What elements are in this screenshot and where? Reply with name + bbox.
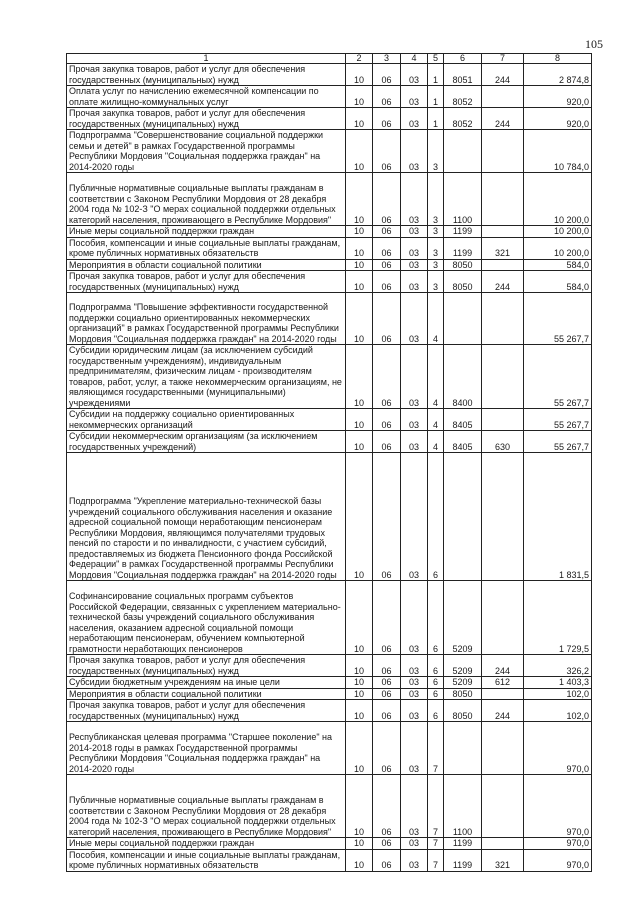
row-target-cell: 03 xyxy=(401,688,428,700)
row-expense-type-cell xyxy=(482,226,524,238)
row-subsection-cell: 06 xyxy=(373,700,401,722)
table-row xyxy=(67,259,592,271)
row-subsection-cell: 06 xyxy=(373,130,401,173)
row-expense-type-cell xyxy=(482,293,524,345)
row-target-cell: 03 xyxy=(401,581,428,655)
row-amount-cell: 10 200,0 xyxy=(524,237,592,259)
row-direction-cell: 1 xyxy=(428,86,444,108)
row-direction-cell: 4 xyxy=(428,345,444,409)
table-row xyxy=(67,655,592,677)
row-amount-cell: 970,0 xyxy=(524,849,592,871)
row-article-cell: 1100 xyxy=(444,775,482,838)
row-article-cell xyxy=(444,293,482,345)
row-expense-type-cell: 321 xyxy=(482,849,524,871)
row-expense-type-cell: 244 xyxy=(482,64,524,86)
row-name-cell: Прочая закупка товаров, работ и услуг для обеспечения государственных (муниципальных) нужд xyxy=(67,64,346,86)
row-amount-cell: 326,2 xyxy=(524,655,592,677)
table-row xyxy=(67,293,592,345)
row-name-cell: Публичные нормативные социальные выплаты гражданам в соответствии с Законом Республики Мордовия от 28 декабря 2004 года № 102-З "О мерах социальной поддержки отдельных категорий населения, проживающего в Республике Мордовия" xyxy=(67,775,346,838)
row-name-cell: Прочая закупка товаров, работ и услуг для обеспечения государственных (муниципальных) нужд xyxy=(67,655,346,677)
row-name-cell: Подпрограмма "Совершенствование социальной поддержки семьи и детей" в рамках Государственной программы Республики Мордовия "Социальная поддержка граждан" на 2014-2020 годы xyxy=(67,130,346,173)
row-direction-cell: 1 xyxy=(428,108,444,130)
row-article-cell: 8050 xyxy=(444,271,482,293)
row-direction-cell: 4 xyxy=(428,431,444,453)
row-expense-type-cell xyxy=(482,173,524,226)
row-subsection-cell: 06 xyxy=(373,431,401,453)
row-section-cell: 10 xyxy=(346,775,373,838)
table-row xyxy=(67,86,592,108)
row-subsection-cell: 06 xyxy=(373,237,401,259)
row-expense-type-cell xyxy=(482,688,524,700)
header-cell-expense-type: 7 xyxy=(482,54,524,64)
row-expense-type-cell: 612 xyxy=(482,677,524,689)
row-target-cell: 03 xyxy=(401,849,428,871)
table-row xyxy=(67,688,592,700)
row-name-cell: Оплата услуг по начислению ежемесячной компенсации по оплате жилищно-коммунальных услуг xyxy=(67,86,346,108)
row-expense-type-cell xyxy=(482,86,524,108)
header-cell-target: 4 xyxy=(401,54,428,64)
row-direction-cell: 3 xyxy=(428,259,444,271)
row-article-cell xyxy=(444,722,482,775)
row-subsection-cell: 06 xyxy=(373,293,401,345)
row-article-cell xyxy=(444,130,482,173)
row-name-cell: Иные меры социальной поддержки граждан xyxy=(67,838,346,850)
row-name-cell: Софинансирование социальных программ субъектов Российской Федерации, связанных с укреплением материально-технической базы учреждений социального обслуживания населения, оказанием адресной социальной помощи неработающим пенсионерам, обучением компьютерной грамотности неработающих пенсионеров xyxy=(67,581,346,655)
row-direction-cell: 4 xyxy=(428,293,444,345)
row-section-cell: 10 xyxy=(346,688,373,700)
table-row xyxy=(67,271,592,293)
row-section-cell: 10 xyxy=(346,655,373,677)
row-subsection-cell: 06 xyxy=(373,271,401,293)
row-section-cell: 10 xyxy=(346,581,373,655)
row-subsection-cell: 06 xyxy=(373,849,401,871)
row-expense-type-cell xyxy=(482,345,524,409)
row-expense-type-cell: 244 xyxy=(482,700,524,722)
table-row xyxy=(67,64,592,86)
row-subsection-cell: 06 xyxy=(373,345,401,409)
table-row xyxy=(67,677,592,689)
row-target-cell: 03 xyxy=(401,722,428,775)
row-section-cell: 10 xyxy=(346,431,373,453)
table-row xyxy=(67,700,592,722)
row-subsection-cell: 06 xyxy=(373,581,401,655)
row-article-cell xyxy=(444,453,482,581)
row-direction-cell: 6 xyxy=(428,677,444,689)
row-target-cell: 03 xyxy=(401,108,428,130)
row-expense-type-cell xyxy=(482,409,524,431)
row-name-cell: Субсидии бюджетным учреждениям на иные цели xyxy=(67,677,346,689)
row-name-cell: Субсидии некоммерческим организациям (за исключением государственных учреждений) xyxy=(67,431,346,453)
row-name-cell: Республиканская целевая программа "Старшее поколение" на 2014-2018 годы в рамках Государственной программы Республики Мордовия "Социальная поддержка граждан" на 2014-2020 годы xyxy=(67,722,346,775)
table-row xyxy=(67,431,592,453)
row-amount-cell: 10 200,0 xyxy=(524,173,592,226)
row-target-cell: 03 xyxy=(401,655,428,677)
row-name-cell: Прочая закупка товаров, работ и услуг для обеспечения государственных (муниципальных) нужд xyxy=(67,108,346,130)
table-row xyxy=(67,849,592,871)
row-subsection-cell: 06 xyxy=(373,86,401,108)
row-expense-type-cell xyxy=(482,722,524,775)
row-amount-cell: 970,0 xyxy=(524,838,592,850)
row-expense-type-cell: 321 xyxy=(482,237,524,259)
row-subsection-cell: 06 xyxy=(373,722,401,775)
row-target-cell: 03 xyxy=(401,130,428,173)
row-expense-type-cell: 630 xyxy=(482,431,524,453)
row-direction-cell: 3 xyxy=(428,271,444,293)
row-amount-cell: 584,0 xyxy=(524,259,592,271)
row-direction-cell: 7 xyxy=(428,722,444,775)
row-target-cell: 03 xyxy=(401,237,428,259)
row-section-cell: 10 xyxy=(346,64,373,86)
row-direction-cell: 3 xyxy=(428,226,444,238)
row-expense-type-cell xyxy=(482,581,524,655)
row-direction-cell: 1 xyxy=(428,64,444,86)
row-direction-cell: 6 xyxy=(428,688,444,700)
table-row xyxy=(67,237,592,259)
row-direction-cell: 6 xyxy=(428,655,444,677)
row-target-cell: 03 xyxy=(401,64,428,86)
row-expense-type-cell xyxy=(482,259,524,271)
table-row xyxy=(67,722,592,775)
row-name-cell: Прочая закупка товаров, работ и услуг для обеспечения государственных (муниципальных) нужд xyxy=(67,700,346,722)
row-amount-cell: 1 403,3 xyxy=(524,677,592,689)
row-name-cell: Мероприятия в области социальной политики xyxy=(67,259,346,271)
row-name-cell: Публичные нормативные социальные выплаты гражданам в соответствии с Законом Республики Мордовия от 28 декабря 2004 года № 102-З "О мерах социальной поддержки отдельных категорий населения, проживающего в Республике Мордовия" xyxy=(67,173,346,226)
row-target-cell: 03 xyxy=(401,293,428,345)
row-name-cell: Субсидии юридическим лицам (за исключением субсидий государственным учреждениям), индивидуальным предпринимателям, физическим лицам - производителям товаров, работ, услуг, а также некоммерческим организациям, не являющимся государственными (муниципальными) учреждениями xyxy=(67,345,346,409)
row-expense-type-cell xyxy=(482,130,524,173)
row-name-cell: Пособия, компенсации и иные социальные выплаты гражданам, кроме публичных нормативных обязательств xyxy=(67,849,346,871)
row-section-cell: 10 xyxy=(346,345,373,409)
header-cell-direction: 5 xyxy=(428,54,444,64)
row-section-cell: 10 xyxy=(346,173,373,226)
row-section-cell: 10 xyxy=(346,409,373,431)
row-direction-cell: 6 xyxy=(428,581,444,655)
row-expense-type-cell: 244 xyxy=(482,271,524,293)
header-cell-name: 1 xyxy=(67,54,346,64)
row-target-cell: 03 xyxy=(401,86,428,108)
row-amount-cell: 920,0 xyxy=(524,108,592,130)
row-article-cell: 8052 xyxy=(444,108,482,130)
row-section-cell: 10 xyxy=(346,108,373,130)
budget-table xyxy=(66,53,592,872)
row-section-cell: 10 xyxy=(346,700,373,722)
row-section-cell: 10 xyxy=(346,86,373,108)
row-amount-cell: 584,0 xyxy=(524,271,592,293)
row-name-cell: Пособия, компенсации и иные социальные выплаты гражданам, кроме публичных нормативных обязательств xyxy=(67,237,346,259)
row-subsection-cell: 06 xyxy=(373,173,401,226)
row-target-cell: 03 xyxy=(401,226,428,238)
row-amount-cell: 1 729,5 xyxy=(524,581,592,655)
table-row xyxy=(67,226,592,238)
row-name-cell: Прочая закупка товаров, работ и услуг для обеспечения государственных (муниципальных) нужд xyxy=(67,271,346,293)
row-direction-cell: 7 xyxy=(428,849,444,871)
table-row xyxy=(67,345,592,409)
row-section-cell: 10 xyxy=(346,130,373,173)
row-subsection-cell: 06 xyxy=(373,655,401,677)
row-direction-cell: 6 xyxy=(428,453,444,581)
row-expense-type-cell: 244 xyxy=(482,655,524,677)
row-section-cell: 10 xyxy=(346,722,373,775)
row-section-cell: 10 xyxy=(346,677,373,689)
row-amount-cell: 102,0 xyxy=(524,688,592,700)
row-target-cell: 03 xyxy=(401,700,428,722)
row-expense-type-cell xyxy=(482,838,524,850)
row-direction-cell: 3 xyxy=(428,237,444,259)
row-article-cell: 8050 xyxy=(444,688,482,700)
row-amount-cell: 970,0 xyxy=(524,722,592,775)
row-article-cell: 8052 xyxy=(444,86,482,108)
row-subsection-cell: 06 xyxy=(373,688,401,700)
row-target-cell: 03 xyxy=(401,345,428,409)
row-target-cell: 03 xyxy=(401,259,428,271)
table-row xyxy=(67,108,592,130)
row-section-cell: 10 xyxy=(346,453,373,581)
row-target-cell: 03 xyxy=(401,775,428,838)
table-row xyxy=(67,775,592,838)
row-target-cell: 03 xyxy=(401,431,428,453)
page-number: 105 xyxy=(585,37,603,51)
row-article-cell: 8050 xyxy=(444,259,482,271)
row-subsection-cell: 06 xyxy=(373,838,401,850)
row-amount-cell: 920,0 xyxy=(524,86,592,108)
row-article-cell: 1199 xyxy=(444,838,482,850)
row-subsection-cell: 06 xyxy=(373,259,401,271)
row-subsection-cell: 06 xyxy=(373,409,401,431)
row-direction-cell: 4 xyxy=(428,409,444,431)
header-cell-section: 2 xyxy=(346,54,373,64)
header-cell-amount: 8 xyxy=(524,54,592,64)
row-name-cell: Мероприятия в области социальной политики xyxy=(67,688,346,700)
row-amount-cell: 970,0 xyxy=(524,775,592,838)
row-target-cell: 03 xyxy=(401,173,428,226)
row-article-cell: 1199 xyxy=(444,849,482,871)
row-target-cell: 03 xyxy=(401,677,428,689)
row-amount-cell: 10 784,0 xyxy=(524,130,592,173)
row-article-cell: 5209 xyxy=(444,677,482,689)
row-direction-cell: 7 xyxy=(428,775,444,838)
table-row xyxy=(67,581,592,655)
row-subsection-cell: 06 xyxy=(373,108,401,130)
header-row xyxy=(67,54,592,64)
row-article-cell: 8050 xyxy=(444,700,482,722)
row-section-cell: 10 xyxy=(346,271,373,293)
row-section-cell: 10 xyxy=(346,237,373,259)
row-amount-cell: 55 267,7 xyxy=(524,293,592,345)
budget-table-body xyxy=(67,54,592,872)
row-article-cell: 1100 xyxy=(444,173,482,226)
table-row xyxy=(67,838,592,850)
table-row xyxy=(67,173,592,226)
row-subsection-cell: 06 xyxy=(373,453,401,581)
row-amount-cell: 2 874,8 xyxy=(524,64,592,86)
table-row xyxy=(67,409,592,431)
row-target-cell: 03 xyxy=(401,838,428,850)
row-amount-cell: 1 831,5 xyxy=(524,453,592,581)
row-section-cell: 10 xyxy=(346,293,373,345)
row-name-cell: Субсидии на поддержку социально ориентированных некоммерческих организаций xyxy=(67,409,346,431)
header-cell-subsection: 3 xyxy=(373,54,401,64)
table-row xyxy=(67,130,592,173)
row-article-cell: 5209 xyxy=(444,581,482,655)
row-expense-type-cell: 244 xyxy=(482,108,524,130)
row-name-cell: Иные меры социальной поддержки граждан xyxy=(67,226,346,238)
row-article-cell: 8051 xyxy=(444,64,482,86)
row-subsection-cell: 06 xyxy=(373,775,401,838)
row-target-cell: 03 xyxy=(401,409,428,431)
row-direction-cell: 3 xyxy=(428,173,444,226)
row-article-cell: 8405 xyxy=(444,431,482,453)
row-amount-cell: 55 267,7 xyxy=(524,345,592,409)
row-expense-type-cell xyxy=(482,453,524,581)
row-article-cell: 8400 xyxy=(444,345,482,409)
row-name-cell: Подпрограмма "Укрепление материально-технической базы учреждений социального обслуживания населения и оказание адресной социальной помощи неработающим пенсионерам Республики Мордовия, являющимся получателями трудовых пенсий по старости и по инвалидности, с участием субсидий, предоставляемых из бюджета Пенсионного фонда Российской Федерации" в рамках Государственной программы Республики Мордовия "Социальная поддержка граждан" на 2014-2020 годы xyxy=(67,453,346,581)
row-name-cell: Подпрограмма "Повышение эффективности государственной поддержки социально ориентированных некоммерческих организаций" в рамках Государственной программы Республики Мордовия "Социальная поддержка граждан" на 2014-2020 годы xyxy=(67,293,346,345)
row-subsection-cell: 06 xyxy=(373,677,401,689)
row-direction-cell: 7 xyxy=(428,838,444,850)
row-direction-cell: 3 xyxy=(428,130,444,173)
row-article-cell: 1199 xyxy=(444,237,482,259)
row-expense-type-cell xyxy=(482,775,524,838)
header-cell-article: 6 xyxy=(444,54,482,64)
row-amount-cell: 102,0 xyxy=(524,700,592,722)
row-section-cell: 10 xyxy=(346,259,373,271)
row-article-cell: 8405 xyxy=(444,409,482,431)
row-subsection-cell: 06 xyxy=(373,226,401,238)
row-amount-cell: 55 267,7 xyxy=(524,409,592,431)
row-amount-cell: 10 200,0 xyxy=(524,226,592,238)
row-section-cell: 10 xyxy=(346,838,373,850)
row-section-cell: 10 xyxy=(346,849,373,871)
row-target-cell: 03 xyxy=(401,271,428,293)
table-row xyxy=(67,453,592,581)
row-direction-cell: 6 xyxy=(428,700,444,722)
row-amount-cell: 55 267,7 xyxy=(524,431,592,453)
row-target-cell: 03 xyxy=(401,453,428,581)
row-section-cell: 10 xyxy=(346,226,373,238)
row-article-cell: 1199 xyxy=(444,226,482,238)
row-subsection-cell: 06 xyxy=(373,64,401,86)
row-article-cell: 5209 xyxy=(444,655,482,677)
